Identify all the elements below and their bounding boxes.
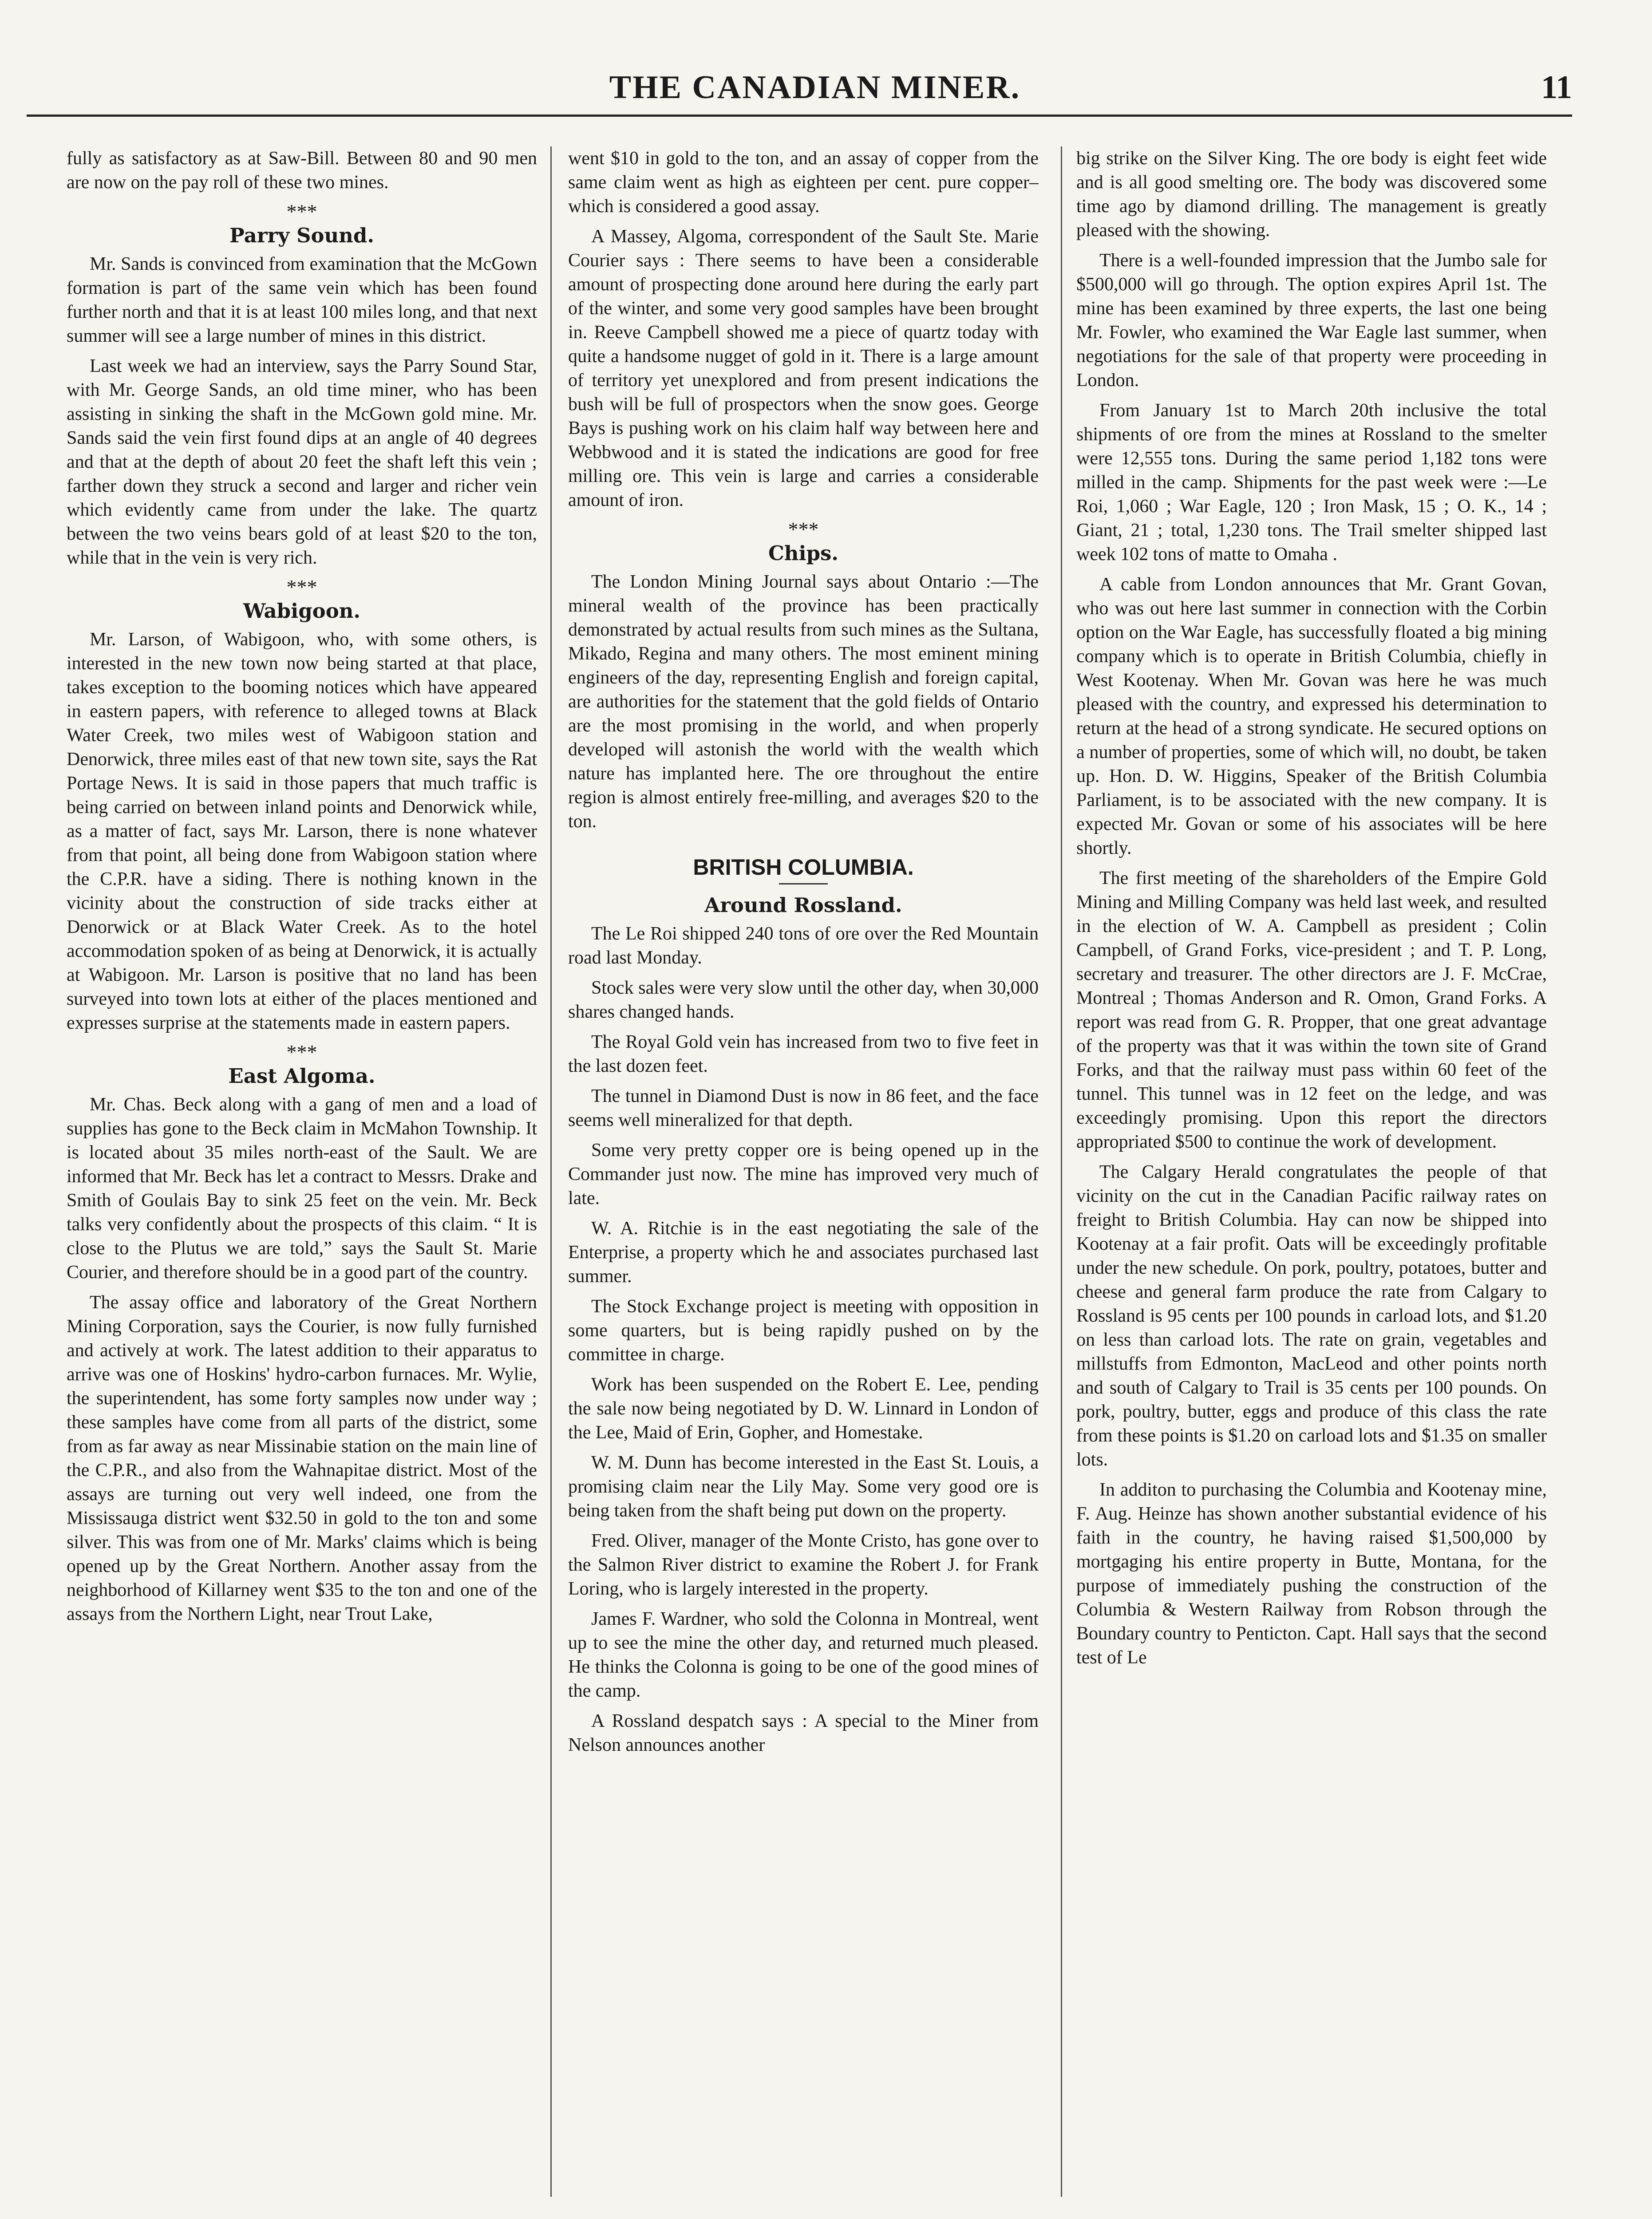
paragraph: Mr. Chas. Beck along with a gang of men and a load of supplies has gone to the Beck claim in McMahon Township. It is located about 35 miles north-east of the Sault. We are informed that Mr. Beck has let a contract to Messrs. Drake and Smith of Goulais Bay to sink 25 feet on the vein. Mr. Beck talks very confidently about the prospects of this claim. “ It is close to the Plutus we are told,” says the Sault St. Marie Courier, and therefore should be in a good part of the country. [67, 1094, 537, 1283]
section-separator: *** [286, 576, 317, 598]
column-divider [550, 146, 552, 2197]
paragraph: A Massey, Algoma, correspondent of the Sault Ste. Marie Courier says : There seems to have been a considerable amount of prospecting done around here during the early part of the winter, and some very good samples have been brought in. Reeve Campbell showed me a piece of quartz today with quite a handsome nugget of gold in it. There is a large amount of territory yet unexplored and from present indications the bush will be full of prospectors when the snow goes. George Bays is pushing work on his claim half way between here and Webbwood and it is stated the indications are good for free milling ore. This vein is large and carries a considerable amount of iron. [568, 226, 1039, 510]
section-separator: *** [286, 200, 317, 223]
paragraph: A cable from London announces that Mr. Grant Govan, who was out here last summer in connection with the Corbin option on the War Eagle, has successfully floated a big mining company which is to operate in British Columbia, chiefly in West Kootenay. When Mr. Govan was here he was much pleased with the country, and expressed his determination to return at the head of a strong syndicate. He secured options on a number of properties, some of which will, no doubt, be taken up. Hon. D. W. Higgins, Speaker of the British Columbia Parliament, is to be associated with the new company. It is expected Mr. Govan or some of his associates will be here shortly. [1076, 574, 1547, 858]
section-heading-wabigoon: Wabigoon. [243, 599, 361, 623]
section-heading-east-algoma: East Algoma. [228, 1064, 375, 1088]
paragraph: Fred. Oliver, manager of the Monte Cristo, has gone over to the Salmon River district to examine the Robert J. for Frank Loring, who is largely interested in the property. [568, 1531, 1039, 1599]
paragraph: The London Mining Journal says about Ontario :—The mineral wealth of the province has been practically demonstrated by actual results from such mines as the Sultana, Mikado, Regina and many others. The most eminent mining engineers of the day, representing English and foreign capital, are authorities for the statement that the gold fields of Ontario are the most promising in the world, and when properly developed will astonish the world with the wealth which nature has implanted here. The ore throughout the entire region is almost entirely free-milling, and averages $20 to the ton. [568, 572, 1039, 832]
section-separator: *** [788, 518, 819, 541]
paragraph: W. A. Ritchie is in the east negotiating the sale of the Enterprise, a property which he and associates purchased last summer. [568, 1218, 1039, 1287]
paragraph: A Rossland despatch says : A special to the Miner from Nelson announces another [568, 1711, 1039, 1755]
section-separator: *** [286, 1041, 317, 1063]
paragraph: The first meeting of the shareholders of the Empire Gold Mining and Milling Company was held last week, and resulted in the election of W. A. Campbell as president ; Colin Campbell, of Grand Forks, vice-president ; and T. P. Long, secretary and treasurer. The other directors are J. F. McCrae, Montreal ; Thomas Anderson and R. Omon, Grand Forks. A report was read from G. R. Propper, that one great advantage of the property was that it was within the town site of Grand Forks, and that the railway must pass within 60 feet of the tunnel. This tunnel was in 12 feet on the ledge, and was exceedingly promising. Upon this report the directors appropriated $500 to continue the work of development. [1076, 868, 1547, 1152]
header-rule [27, 115, 1572, 117]
paragraph: The Stock Exchange project is meeting with opposition in some quarters, but is being rapidly pushed on by the committee in charge. [568, 1296, 1039, 1365]
paragraph: fully as satisfactory as at Saw-Bill. Between 80 and 90 men are now on the pay roll of these two mines. [67, 148, 537, 193]
paragraph: The Royal Gold vein has increased from two to five feet in the last dozen feet. [568, 1032, 1039, 1076]
section-heading-parry-sound: Parry Sound. [229, 224, 375, 247]
paragraph: big strike on the Silver King. The ore body is eight feet wide and is all good smelting ore. The body was discovered some time ago by diamond drilling. The management is greatly pleased with the showing. [1076, 148, 1547, 241]
paragraph: In additon to purchasing the Columbia and Kootenay mine, F. Aug. Heinze has shown another substantial evidence of his faith in the country, he having raised $1,500,000 by mortgaging his entire property in Butte, Montana, for the purpose of immediately pushing the construction of the Columbia & Western Railway from Robson through the Boundary country to Penticton. Capt. Hall says that the second test of Le [1076, 1480, 1547, 1668]
column-2 [568, 146, 1039, 2192]
column-3 [1076, 146, 1547, 2192]
paragraph: There is a well-founded impression that the Jumbo sale for $500,000 will go through. The option expires April 1st. The mine has been examined by three experts, the last one being Mr. Fowler, who examined the War Eagle last summer, when negotiations for the sale of that property were proceeding in London. [1076, 250, 1547, 391]
paragraph: Some very pretty copper ore is being opened up in the Commander just now. The mine has improved very much of late. [568, 1140, 1039, 1208]
section-heading-chips: Chips. [768, 541, 839, 565]
section-heading-british-columbia: BRITISH COLUMBIA. [693, 855, 914, 880]
paragraph: Stock sales were very slow until the other day, when 30,000 shares changed hands. [568, 978, 1039, 1022]
paragraph: The Calgary Herald congratulates the people of that vicinity on the cut in the Canadian Pacific railway rates on freight to British Columbia. Hay can now be shipped into Kootenay at a fair profit. Oats will be exceedingly profitable under the new schedule. On pork, poultry, potatoes, butter and cheese and general farm produce the rate from Calgary to Rossland is 95 cents per 100 pounds in carload lots, and $1.20 on less than carload lots. The rate on grain, vegetables and millstuffs from Edmonton, MacLeod and other points north and south of Calgary to Trail is 35 cents per 100 pounds. On pork, poultry, butter, eggs and produce of this class the rate from these points is $1.20 on carload lots and $1.35 on smaller lots. [1076, 1162, 1547, 1470]
paragraph: The assay office and laboratory of the Great Northern Mining Corporation, says the Courier, is now fully furnished and actively at work. The latest addition to their apparatus to arrive was one of Hoskins' hydro-carbon furnaces. Mr. Wylie, the superintendent, has some forty samples now under way ; these samples have come from all parts of the district, some from as far away as near Missinabie station on the main line of the C.P.R., and also from the Wahnapitae district. Most of the assays are turning out very well indeed, one from the Mississauga district went $32.50 in gold to the ton and some silver. This was from one of Mr. Marks' claims which is being opened up by the Great Northern. Another assay from the neighborhood of Killarney went $35 to the ton and one of the assays from the Northern Light, near Trout Lake, [67, 1292, 537, 1624]
paragraph: The Le Roi shipped 240 tons of ore over the Red Mountain road last Monday. [568, 924, 1039, 968]
paragraph: went $10 in gold to the ton, and an assay of copper from the same claim went as high as eighteen per cent. pure copper–which is considered a good assay. [568, 148, 1039, 217]
paragraph: James F. Wardner, who sold the Colonna in Montreal, went up to see the mine the other day, and returned much pleased. He thinks the Colonna is going to be one of the good mines of the camp. [568, 1609, 1039, 1701]
paragraph: Work has been suspended on the Robert E. Lee, pending the sale now being negotiated by D. W. Linnard in London of the Lee, Maid of Erin, Gopher, and Homestake. [568, 1374, 1039, 1443]
paragraph: Mr. Larson, of Wabigoon, who, with some others, is interested in the new town now being started at that place, takes exception to the booming notices which have appeared in eastern papers, with reference to alleged towns at Black Water Creek, two miles west of Wabigoon station and Denorwick, three miles east of that new town site, says the Rat Portage News. It is said in those papers that much traffic is being carried on between inland points and Denorwick while, as a matter of fact, says Mr. Larson, there is none whatever from that point, all being done from Wabigoon station where the C.P.R. have a siding. There is nothing known in the vicinity about the construction of side tracks either at Denorwick or at Black Water Creek. As to the hotel accommodation spoken of as being at Denorwick, it is actually at Wabigoon. Mr. Larson is positive that no land has been surveyed into town lots at either of the places mentioned and expresses surprise at the statements made in eastern papers. [67, 629, 537, 1033]
column-1 [67, 146, 537, 2192]
publication-title: THE CANADIAN MINER. [609, 69, 1021, 106]
column-divider [1061, 146, 1062, 2197]
paragraph: Last week we had an interview, says the Parry Sound Star, with Mr. George Sands, an old time miner, who has been assisting in sinking the shaft in the McGown gold mine. Mr. Sands said the vein first found dips at an angle of 40 degrees and that at the depth of about 20 feet the shaft left this vein ; farther down they struck a second and larger and richer vein which evidently came from under the lake. The quartz between the two veins bears gold of at least $20 to the ton, while that in the vein is very rich. [67, 356, 537, 568]
paragraph: W. M. Dunn has become interested in the East St. Louis, a promising claim near the Lily May. Some very good ore is being taken from the shaft being put down on the property. [568, 1453, 1039, 1521]
paragraph: The tunnel in Diamond Dust is now in 86 feet, and the face seems well mineralized for that depth. [568, 1086, 1039, 1130]
paragraph: Mr. Sands is convinced from examination that the McGown formation is part of the same vein which has been found further north and that it is at least 100 miles long, and that next summer will see a large number of mines in this district. [67, 254, 537, 346]
section-heading-around-rossland: Around Rossland. [704, 893, 902, 917]
paragraph: From January 1st to March 20th inclusive the total shipments of ore from the mines at Rossland to the smelter were 12,555 tons. During the same period 1,182 tons were milled in the camp. Shipments for the past week were :—Le Roi, 1,060 ; War Eagle, 120 ; Iron Mask, 15 ; O. K., 14 ; Giant, 21 ; total, 1,230 tons. The Trail smelter shipped last week 102 tons of matte to Omaha . [1076, 400, 1547, 565]
heading-rule [779, 883, 828, 884]
page-number: 11 [1541, 69, 1572, 106]
